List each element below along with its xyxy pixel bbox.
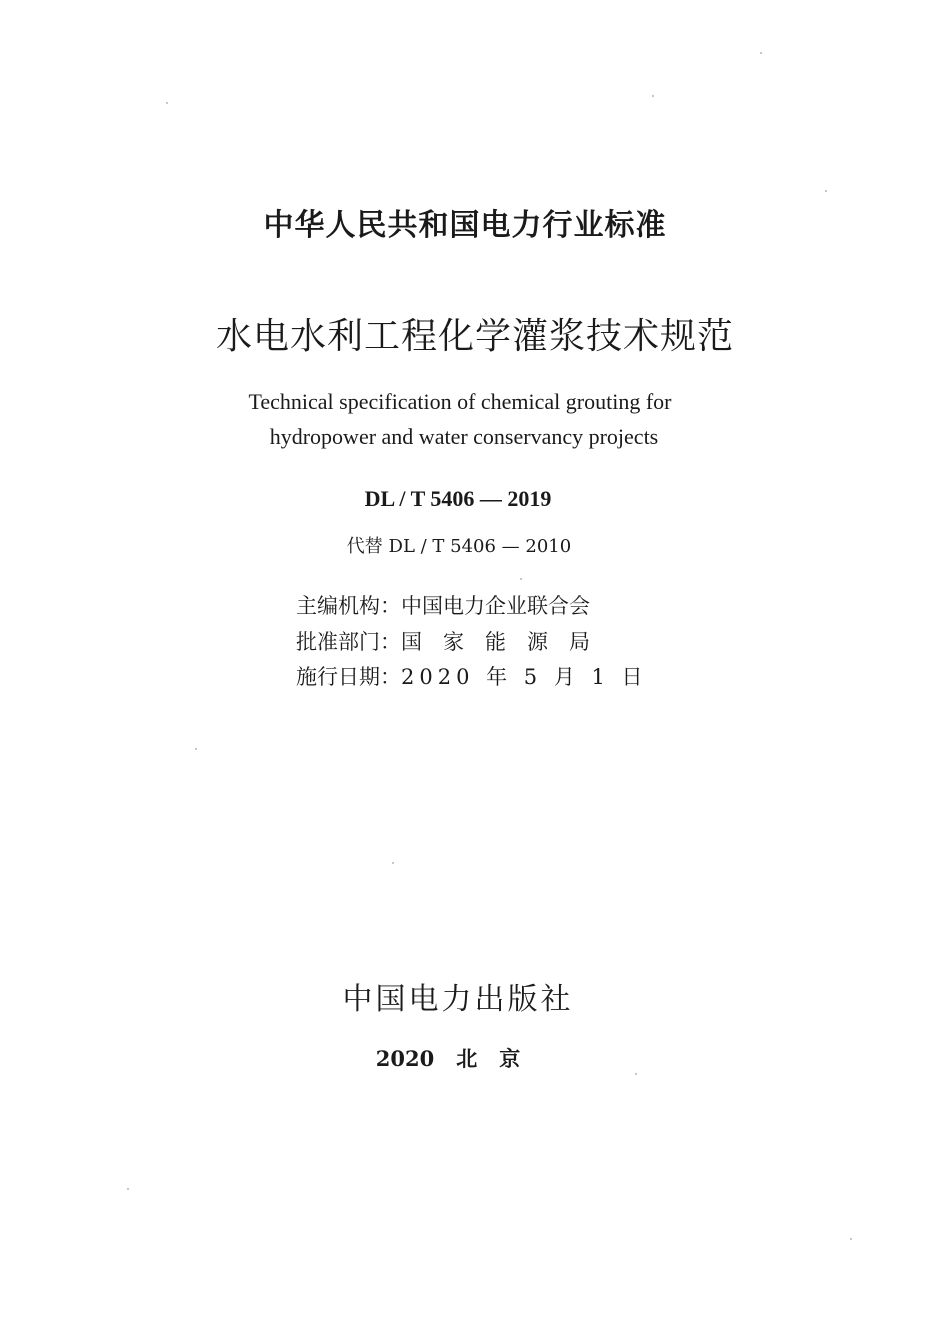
scan-speck — [195, 748, 197, 750]
approver-row — [296, 626, 611, 656]
effective-date-label: 施行日期： — [296, 665, 401, 689]
editor-label: 主编机构： — [296, 594, 401, 618]
english-title-line-1: Technical specification of chemical grouting for — [248, 389, 672, 414]
effective-date-row — [296, 661, 648, 691]
scan-speck — [392, 862, 394, 864]
approver-value: 国家能源局 — [401, 630, 611, 654]
publication-place — [0, 1043, 934, 1073]
chinese-title: 水电水利工程化学灌浆技术规范 — [215, 316, 734, 357]
approver-label: 批准部门： — [296, 630, 401, 654]
scan-speck — [520, 578, 522, 580]
scan-speck — [166, 102, 168, 104]
industry-standard-heading: 中华人民共和国电力行业标准 — [263, 208, 667, 243]
standard-code: DL / T 5406 — 2019 — [364, 486, 552, 511]
publication-year: 2020 — [375, 1046, 435, 1071]
scan-speck — [825, 190, 827, 192]
scan-speck — [760, 52, 762, 54]
publication-city: 北京 — [456, 1046, 543, 1071]
english-title-line-2: hydropower and water conservancy projects — [269, 424, 659, 449]
effective-date-value: 2020 年 5 月 1 日 — [401, 665, 648, 689]
scan-speck — [652, 95, 654, 97]
replaces-standard: 代替 DL / T 5406 — 2010 — [346, 536, 572, 557]
publisher-name: 中国电力出版社 — [342, 982, 574, 1017]
scan-speck — [850, 1238, 852, 1240]
editor-value: 中国电力企业联合会 — [401, 594, 590, 618]
scan-speck — [635, 1073, 637, 1075]
scan-speck — [127, 1188, 129, 1190]
editor-row — [296, 590, 590, 620]
